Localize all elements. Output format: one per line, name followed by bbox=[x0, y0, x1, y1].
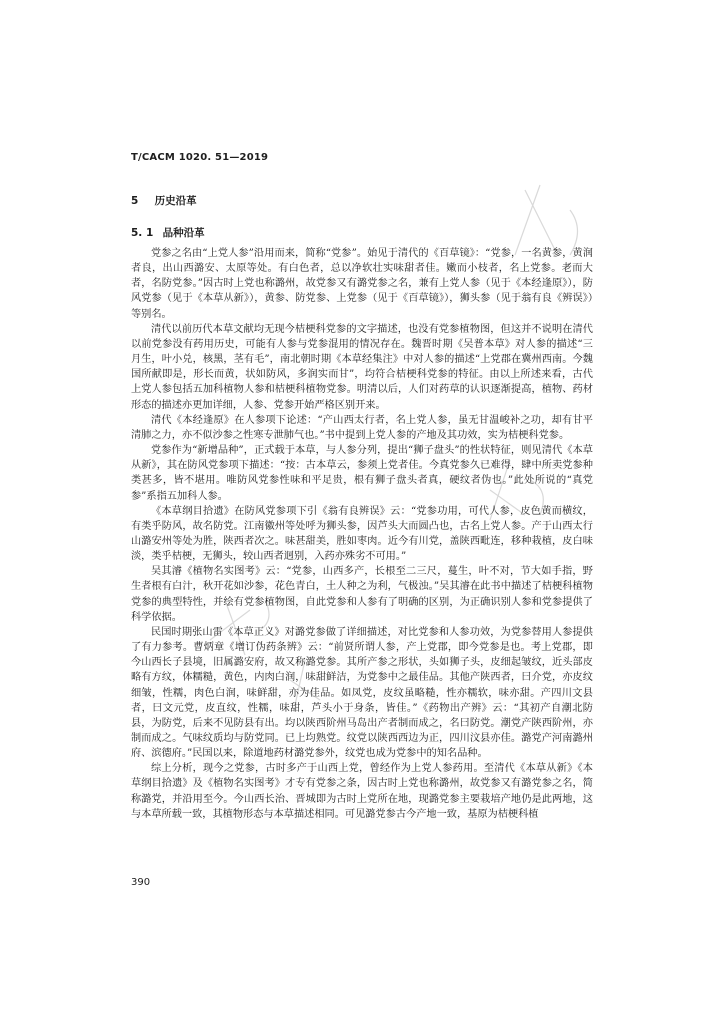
standard-code-header: T/CACM 1020. 51—2019 bbox=[131, 152, 269, 163]
section-heading bbox=[131, 193, 197, 208]
paragraph: 吴其濬《植物名实图考》云：“党参，山西多产，长根至二三尺，蔓生，叶不对，节大如手指，野生者根有白汁，秋开花如沙参，花色青白，土人种之为利，气极浊。”吴其濬在此书中描述了桔梗科植物党参的典型特性，并绘有党参植物图，自此党参和人参有了明确的区别，为正确识别人参和党参提供了科学依据。 bbox=[131, 566, 593, 623]
subsection-number: 5. 1 bbox=[131, 227, 154, 239]
body-text bbox=[131, 246, 593, 822]
subsection-heading bbox=[131, 225, 205, 240]
paragraph: 清代以前历代本草文献均无现今桔梗科党参的文字描述，也没有党参植物图，但这并不说明在清代以前党参没有药用历史，可能有人参与党参混用的情况存在。魏晋时期《吴普本草》对人参的描述“三月生，叶小兑，核黑，茎有毛”，南北朝时期《本草经集注》中对人参的描述“上党郡在冀州西南。今魏国所献即是，形长而黄，状如防风，多润实而甘”，均符合桔梗科党参的特征。由以上所述来看，古代上党人参包括五加科植物人参和桔梗科植物党参。明清以后，人们对药草的认识逐渐提高，植物、药材形态的描述亦更加详细，人参、党参开始严格区别开来。 bbox=[131, 323, 593, 411]
page-number: 390 bbox=[131, 877, 151, 888]
section-title: 历史沿革 bbox=[154, 195, 197, 207]
paragraph: 民国时期张山雷《本草正义》对潞党参做了详细描述，对比党参和人参功效，为党参替用人参提供了有力参考。曹炳章《增订伪药条辨》云：“前贤所谓人参，产上党郡，即今党参是也。考上党郡，即今山西长子县境，旧属潞安府，故又称潞党参。其所产参之形状，头如狮子头，皮细起皱纹，近头部皮略有方纹，体糯糙，黄色，内肉白润，味甜鲜洁，为党参中之最佳品。其他产陕西者，曰介党，亦皮纹细皱，性糯，肉色白润，味鲜甜，亦为佳品。如凤党，皮纹虽略糙，性亦糯软，味亦甜。产四川文县者，曰文元党，皮直纹，性糯，味甜，芦头小于身条，皆佳。”《药物出产辨》云：“其初产自潮北防县，为防党，后来不见防县有出。均以陕西阶州马岛出产者制而成之，名曰防党。潮党产陕西阶州，亦制而成之。气味纹质均与防党同。已上均熟党。纹党以陕西西边为正，四川汶县亦佳。潞党产河南潞州府、滨德府。”民国以来，除道地药材潞党参外，纹党也成为党参中的知名品种。 bbox=[131, 626, 593, 760]
section-number: 5 bbox=[131, 195, 139, 207]
paragraph: 《本草纲目拾遗》在防风党参项下引《翁有良辨误》云：“党参功用，可代人参，皮色黄而横纹，有类乎防风，故名防党。江南徽州等处呼为狮头参，因芦头大而圆凸也，古名上党人参。产于山西太行山潞安州等处为胜，陕西者次之。味甚甜美，胜如枣肉。近今有川党，盖陕西毗连，移种栽植，皮白味淡，类乎桔梗，无狮头，较山西者迥别，入药亦殊劣不可用。” bbox=[131, 505, 593, 563]
subsection-title: 品种沿革 bbox=[162, 227, 205, 239]
paragraph: 综上分析，现今之党参，古时多产于山西上党，曾经作为上党人参药用。至清代《本草从新》《本草纲目拾遗》及《植物名实图考》才专有党参之条，因古时上党也称潞州，故党参又有潞党参之名，简称潞党，并沿用至今。今山西长治、晋城即为古时上党所在地，现潞党参主要栽培产地仍是此两地，这与本草所载一致，其植物形态与本草描述相同。可见潞党参古今产地一致，基原为桔梗科植 bbox=[131, 763, 593, 820]
paragraph: 党参之名由“上党人参”沿用而来，简称“党参”。始见于清代的《百草镜》：“党参，一名黄参，黄润者良，出山西潞安、太原等处。有白色者，总以净软壮实味甜者佳。嫩而小枝者，名上党参。老而大者，名防党参。”因古时上党也称潞州，故党参又有潞党参之名，兼有上党人参（见于《本经逢原》），防风党参（见于《本草从新》），黄参、防党参、上党参（见于《百草镜》），狮头参（见于翁有良《辨误》）等别名。 bbox=[131, 248, 593, 320]
paragraph: 党参作为“新增品种”，正式载于本草，与人参分列，提出“狮子盘头”的性状特征，则见清代《本草从新》，其在防风党参项下描述：“按：古本草云，参须上党者佳。今真党参久已难得，肆中所卖党参种类甚多，皆不堪用。唯防风党参性味和平足贵，根有狮子盘头者真，硬纹者伪也。”此处所说的“真党参”系指五加科人参。 bbox=[131, 445, 593, 502]
paragraph: 清代《本经逢原》在人参项下论述：“产山西太行者，名上党人参，虽无甘温峻补之功，却有甘平清肺之力，亦不似沙参之性寒专泄肺气也。”书中提到上党人参的产地及其功效，实为桔梗科党参。 bbox=[131, 414, 593, 441]
